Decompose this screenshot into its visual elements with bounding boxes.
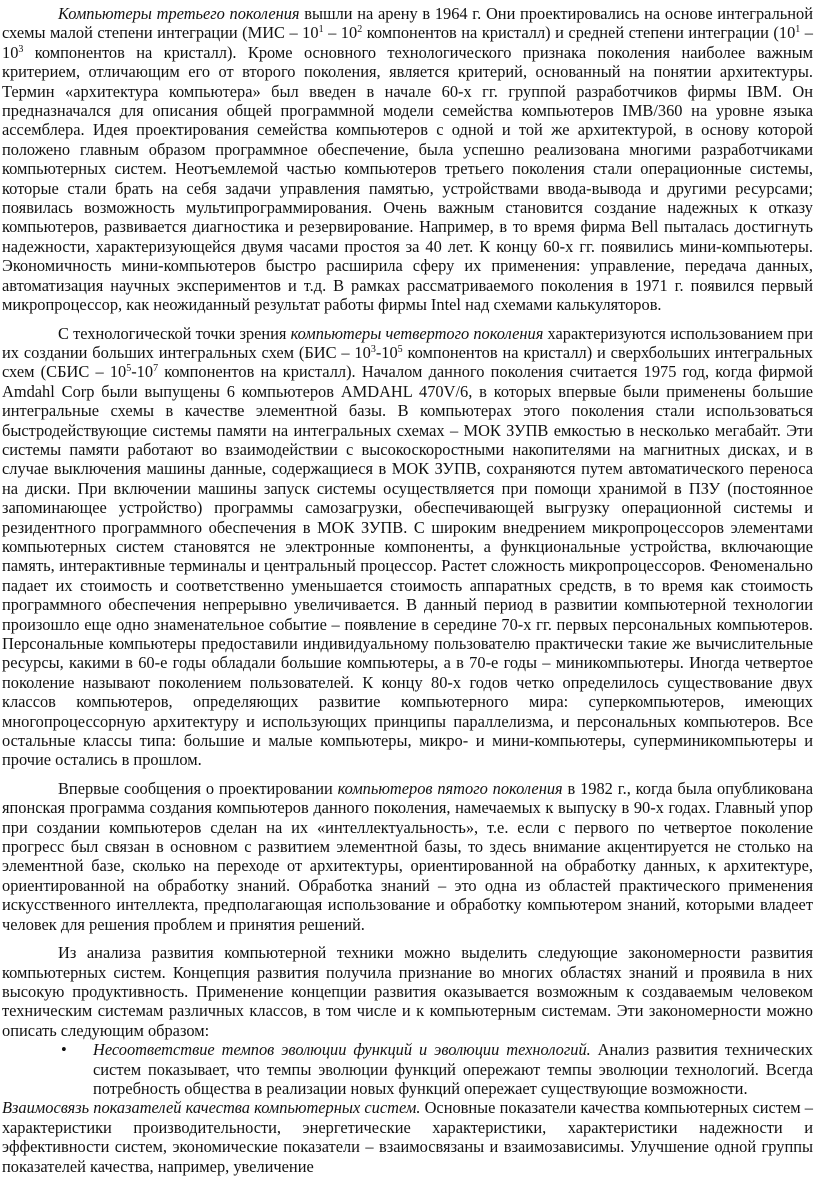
bullet-icon: • [61, 1040, 67, 1060]
term-third-generation: Компьютеры третьего поколения [58, 4, 300, 23]
text: -10 [131, 362, 154, 382]
text: вышли на арену в 1964 г. Они проектировались на основе интегральной схемы малой степени интеграции (МИС – 10 [2, 4, 813, 43]
superscript: 1 [318, 24, 324, 36]
term-quality-interrelation: Взаимосвязь показателей качества компьютерных систем. [2, 1098, 421, 1118]
superscript: 3 [18, 43, 24, 55]
text: С технологической точки зрения [58, 323, 291, 343]
list-item [2, 1040, 813, 1098]
superscript: 2 [357, 24, 363, 36]
term-evolution-mismatch: Несоответствие темпов эволюции функций и эволюции технологий. [93, 1040, 591, 1060]
text: в 1982 г., когда была опубликована японская программа создания компьютеров данного поколения, намечаемых к выпуску в 90-х годах. Главный упор при создании компьютеров сделан на их «интеллектуальность», т.е. если с первого по четвертое поколение прогресс был связан в основном с развитием элементной базы, то здесь внимание акцентируется не столько на элементной базе, сколько на переходе от архитектуры, ориентированной на обработку данных, к архитектуре, ориентированной на обработку знаний. Обработка знаний – это одна из областей практического применения искусственного интеллекта, предполагающая использование и обработку компьютером знаний, которыми владеет человек для решения проблем и принятия решений. [2, 778, 814, 934]
text: -10 [375, 342, 398, 362]
text: характеризуются использованием при их создании больших интегральных схем (БИС – 10 [2, 323, 813, 362]
superscript: 3 [370, 343, 376, 355]
paragraph-quality-interrelation [2, 1098, 813, 1176]
term-fourth-generation: компьютеры четвертого поколения [290, 323, 544, 343]
superscript: 5 [126, 363, 132, 375]
text: компонентов на кристалл). Началом данного поколения считается 1975 год, когда фирмой Amdahl Corp были выпущены 6 компьютеров AMDAHL 470V/6, в которых впервые были применены большие интегральные схемы в качестве элементной базы. В компьютерах этого поколения стали использоваться быстродействующие системы памяти на интегральных схемах – МОК ЗУПВ емкостью в несколько мегабайт. Эти системы памяти работают во взаимодействии с высокоскоростными накопителями на магнитных дисках, и в случае выключения машины данные, содержащиеся в МОК ЗУПВ, сохраняются путем автоматического переноса на диски. При включении машины запуск системы осуществляется при помощи хранимой в ПЗУ (постоянное запоминающее устройство) программы самозагрузки, обеспечивающей выгрузку операционной системы и резидентного программного обеспечения в МОК ЗУПВ. С широким внедрением микропроцессоров элементами компьютерных систем становятся не электронные компоненты, а функциональные устройства, включающие память, интерактивные терминалы и центральный процессор. Растет сложность микропроцессоров. Феноменально падает их стоимость и соответственно уменьшается стоимость аппаратных средств, в то время как стоимость программного обеспечения непрерывно увеличивается. В данный период в развитии компьютерной технологии произошло еще одно знаменательное событие – появление в середине 70-х гг. первых персональных компьютеров. Персональные компьютеры предоставили индивидуальному пользователю практически такие же вычислительные ресурсы, какими в 60-е годы обладали большие компьютеры, а в 70-е годы – миникомпьютеры. Иногда четвертое поколение называют поколением пользователей. К концу 80-х годов четко определилось существование двух классов компьютеров, определяющих развитие компьютерного мира: суперкомпьютеров, имеющих многопроцессорную архитектуру и использующих принципы параллелизма, и персональных компьютеров. Все остальные классы типа: большие и малые компьютеры, микро- и мини-компьютеры, суперминикомпьютеры и прочие остались в прошлом. [2, 362, 813, 770]
superscript: 1 [795, 24, 801, 36]
text: Впервые сообщения о проектировании [58, 778, 338, 798]
term-fifth-generation: компьютеров пятого поколения [337, 778, 563, 798]
paragraph-fifth-generation [2, 779, 813, 934]
text: Основные показатели качества компьютерных систем – характеристики производительности, энергетические характеристики, характеристики надежности и эффективности систем, экономические показатели – взаимосвязаны и взаимозависимы. Улучшение одной группы показателей качества, например, увеличение [2, 1098, 813, 1176]
superscript: 5 [397, 343, 403, 355]
text: компонентов на кристалл) и средней степени интеграции (10 [362, 23, 796, 43]
text: Анализ развития технических систем показывает, что темпы эволюции функций опережают темпы эволюции технологий. Всегда потребность общества в реализации новых функций опережает существующие возможности. [93, 1040, 813, 1098]
paragraph-third-generation [2, 4, 813, 315]
text: – 10 [2, 23, 813, 62]
text: Из анализа развития компьютерной техники можно выделить следующие закономерности развития компьютерных систем. Концепция развития получила признание во многих областях знаний и проявила в них высокую продуктивность. Применение концепции развития оказывается возможным к создаваемым человеком техническим системам различных классов, в том числе и к компьютерным системам. Эти закономерности можно описать следующим образом: [2, 943, 813, 1040]
paragraph-development-patterns [2, 943, 813, 1040]
paragraph-fourth-generation [2, 324, 813, 770]
superscript: 7 [153, 363, 159, 375]
text: компонентов на кристалл). Кроме основного технологического признака поколения наиболее важным критерием, отличающим его от второго поколения, является критерий, основанный на понятии архитектуры. Термин «архитектура компьютера» был введен в начале 60-х гг. группой разработчиков фирмы IBM. Он предназначался для описания общей программной модели семейства компьютеров IMB/360 на уровне языка ассемблера. Идея проектирования семейства компьютеров с одной и той же архитектурой, в основу которой положено главным образом программное обеспечение, была успешно реализована многими разработчиками компьютерных систем. Неотъемлемой частью компьютеров третьего поколения стали операционные системы, которые стали брать на себя задачи управления памятью, устройствами ввода-вывода и другими ресурсами; появилась возможность мультипрограммирования. Очень важным становится создание надежных к отказу компьютеров, развивается диагностика и резервирование. Например, в то время фирма Bell пыталась достигнуть надежности, характеризующейся двумя часами простоя за 40 лет. К концу 60-х гг. появились мини-компьютеры. Экономичность мини-компьютеров быстро расширила сферу их применения: управление, передача данных, автоматизация научных экспериментов и т.д. В рамках рассматриваемого поколения в 1971 г. появился первый микропроцессор, как неожиданный результат работы фирмы Intel над схемами калькуляторов. [2, 42, 813, 315]
text: – 10 [323, 23, 358, 43]
patterns-list [2, 1040, 813, 1098]
text: компонентов на кристалл) и сверхбольших интегральных схем (СБИС – 10 [2, 342, 813, 382]
